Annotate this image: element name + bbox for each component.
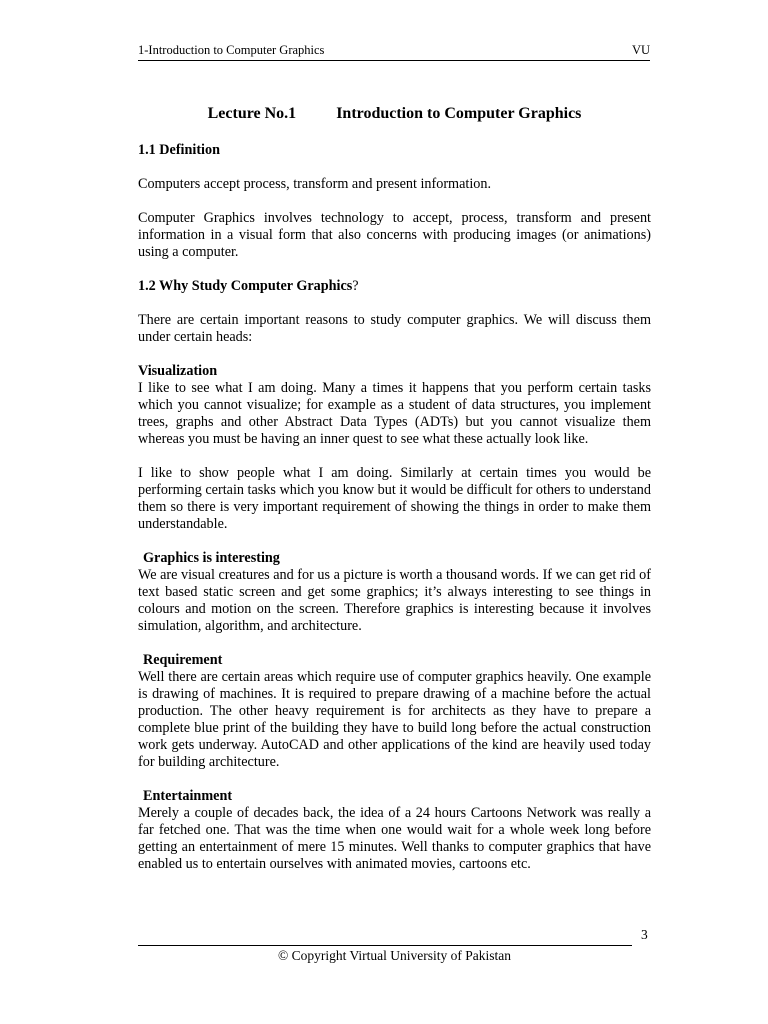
lecture-title [138, 104, 651, 124]
page-body [138, 104, 651, 890]
topic-heading-entertainment: Entertainment [143, 788, 233, 804]
topic-heading-requirement: Requirement [143, 652, 223, 668]
lecture-topic: Introduction to Computer Graphics [336, 105, 582, 122]
paragraph: Well there are certain areas which require use of computer graphics heavily. One example is drawing of machines. It is required to prepare drawing of a machine before the actual production. The other heavy requirement is for architects as they have to prepare a complete blue print of the building they have to build long before the actual construction work gets underway. AutoCAD and other applications of the kind are heavily used today for building architecture. [138, 669, 651, 770]
section-heading-why-study [138, 278, 651, 295]
section-heading-text: 1.2 Why Study Computer Graphics [138, 278, 353, 294]
header-chapter-title: 1-Introduction to Computer Graphics [138, 43, 325, 57]
topic-heading-visualization: Visualization [138, 363, 218, 379]
paragraph: Computer Graphics involves technology to accept, process, transform and present information in a visual form that also concerns with producing images (or animations) using a computer. [138, 210, 651, 260]
paragraph: There are certain important reasons to study computer graphics. We will discuss them under certain heads: [138, 312, 651, 345]
running-header [138, 42, 650, 61]
footer-copyright: © Copyright Virtual University of Pakistan [277, 948, 512, 963]
header-institution: VU [631, 43, 650, 57]
section-heading-definition: 1.1 Definition [138, 142, 220, 158]
section-heading-suffix: ? [352, 278, 359, 294]
footer-divider [138, 945, 632, 946]
paragraph: Merely a couple of decades back, the idea of a 24 hours Cartoons Network was really a far fetched one. That was the time when one would wait for a whole week long before getting an entertainment of mere 15 minutes. Well thanks to computer graphics that have enabled us to entertain ourselves with animated movies, cartoons etc. [138, 805, 651, 872]
paragraph: Computers accept process, transform and present information. [138, 176, 492, 192]
paragraph: I like to show people what I am doing. Similarly at certain times you would be performing certain tasks which you know but it would be difficult for others to understand them so there is very important requirement of showing the things in order to make them understandable. [138, 465, 651, 532]
topic-heading-interesting: Graphics is interesting [143, 550, 280, 566]
paragraph: We are visual creatures and for us a picture is worth a thousand words. If we can get rid of text based static screen and get some graphics; it’s always interesting to see things in colours and motion on the screen. Therefore graphics is interesting because it involves simulation, algorithm, and architecture. [138, 567, 651, 634]
lecture-number: Lecture No.1 [207, 105, 297, 122]
paragraph: I like to see what I am doing. Many a times it happens that you perform certain tasks which you cannot visualize; for example as a student of data structures, you implement trees, graphs and other Abstract Data Types (ADTs) but you cannot visualize them whereas you must be having an inner quest to see what these actually look like. [138, 380, 651, 447]
page-number: 3 [641, 927, 648, 942]
